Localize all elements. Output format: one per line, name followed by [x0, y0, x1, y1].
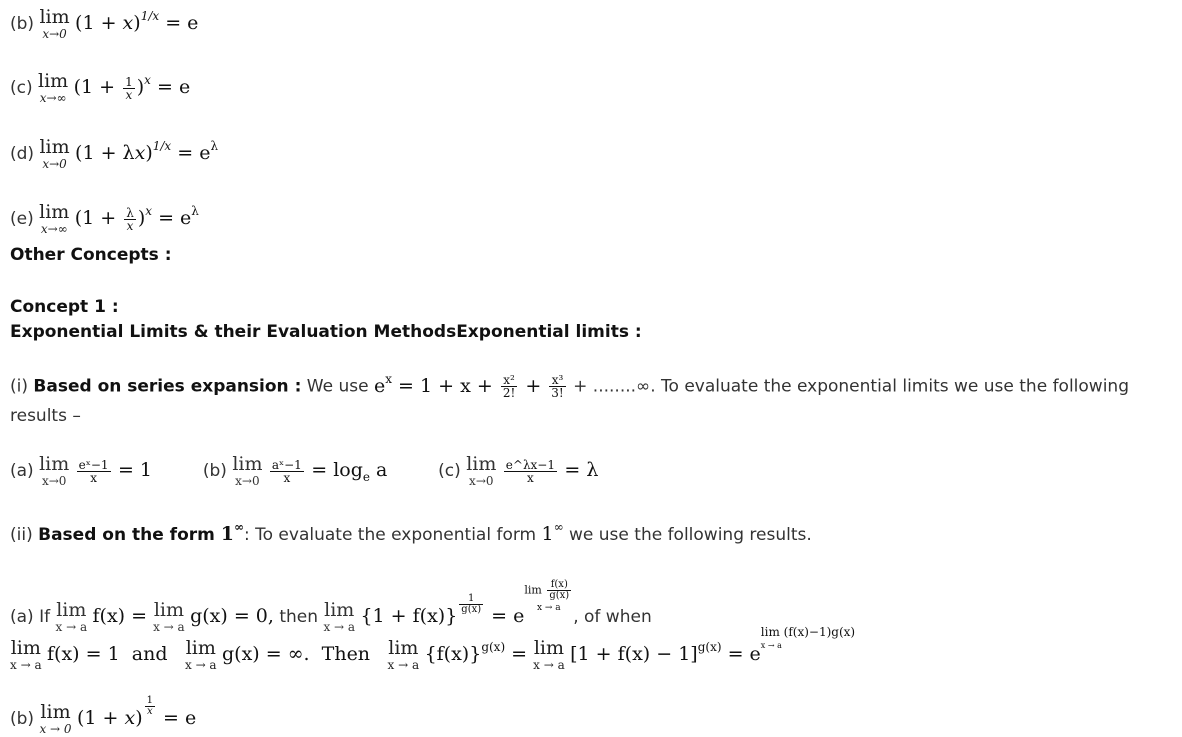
lim-operator: lim x→0 — [39, 6, 70, 41]
results-line — [10, 455, 598, 487]
result-a: (a) lim x→0 $\frac{\text{eˣ−1}}{x}$ = 1 — [10, 453, 153, 488]
lim-operator: lim x → 0 — [39, 701, 72, 736]
series-results-label: results – — [10, 406, 81, 426]
lim-operator: lim x→0 — [39, 136, 70, 171]
form-title: Based on the form 1∞ — [38, 520, 244, 545]
limit-item-d — [10, 138, 218, 170]
item-label: (b) — [10, 709, 35, 729]
limit-expression: $(1 + \lambda x)^{1/x} = e^\lambda$ — [75, 139, 219, 164]
item-label: (b) — [10, 14, 35, 34]
rule-a-line: (a) If lim x → a f(x) = lim x → a g(x) = 0, then lim x → a {1 + f(x)} $\frac{1}{g(x)}$ = elim $\frac{f(x)}{g(x)}$ x → a , of when — [10, 579, 652, 634]
limit-expression: (1 + $\frac{\lambda}{x}$ )$^x = e^\lambda$ — [74, 204, 199, 233]
limit-item-b-repeat: (b) lim x → 0 (1 + x) $\frac{1}{x}$ = e — [10, 695, 197, 736]
limit-item-e — [10, 203, 199, 235]
item-label: (d) — [10, 144, 35, 164]
heading-concept-1: Concept 1 : — [10, 297, 119, 317]
lim-operator: lim x→∞ — [39, 201, 70, 236]
result-b: (b) lim x→0 $\frac{\text{aˣ−1}}{x}$ = $\log_e a$ — [202, 453, 388, 488]
limit-expression: (1 + $\frac{1}{x}$ )$^x$ = e — [73, 73, 191, 102]
heading-concept-1-title: Exponential Limits & their Evaluation MethodsExponential limits : — [10, 322, 642, 342]
rule-b-line: lim x → a f(x) = 1 and lim x → a g(x) = ∞. Then lim x → a $\{f(x)\}^{g(x)}$ = lim x → a $[1 + f(x) - 1]^{g(x)} = elim$ (f(x)−1)g(x) x → a — [10, 625, 856, 672]
limit-item-b — [10, 8, 198, 40]
result-c: (c) lim x→0 $\frac{e\^{}\lambda x-1}{x}$ = λ — [438, 453, 599, 488]
series-expansion-title: Based on series expansion : — [33, 376, 302, 397]
fraction: $\frac{\lambda}{x}$ — [126, 205, 134, 233]
limit-item-c — [10, 72, 190, 104]
series-formula: $e^x = 1 + x$ + $\frac{\text{x²}}{2!}$ + $\frac{\text{x³}}{3!}$ — [373, 371, 564, 400]
item-label: (c) — [10, 78, 33, 98]
fraction: $\frac{1}{x}$ — [125, 74, 133, 102]
series-expansion-line: (i) Based on series expansion : We use $e^x = 1 + x$ + $\frac{\text{x²}}{2!}$ + $\frac{\text{x³}}{3!}$ + ........∞. To evaluate the exponential limits we use the following — [10, 371, 1129, 400]
item-label: (e) — [10, 209, 34, 229]
lim-operator: lim x→∞ — [38, 70, 69, 105]
heading-other-concepts: Other Concepts : — [10, 245, 172, 265]
form-line: (ii) Based on the form 1∞: To evaluate the exponential form 1∞ we use the following results. — [10, 520, 812, 545]
limit-expression: $(1 + x)^{1/x} = e$ — [75, 9, 199, 34]
